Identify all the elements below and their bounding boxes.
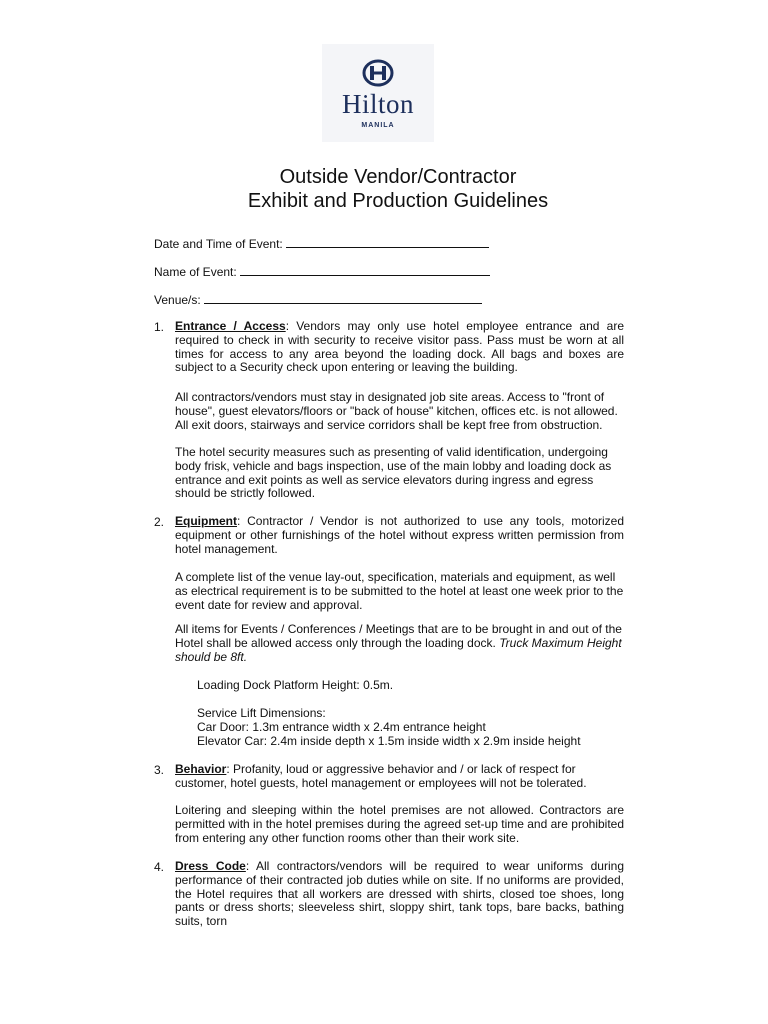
section-3-heading: Behavior [175, 762, 227, 776]
logo-wordmark: Hilton [341, 89, 414, 119]
venue-blank-line [204, 292, 482, 304]
venue-field [154, 292, 482, 308]
event-name-field [154, 264, 490, 280]
section-1-number: 1. [154, 320, 165, 334]
section-1-paragraph-3: The hotel security measures such as presenting of valid identification, undergoing body frisk, vehicle and bags inspection, use of the main lobby and loading dock as entrance and exit points as well as service elevators during ingress and egress should be strictly followed. [175, 445, 612, 501]
hilton-logo [322, 44, 434, 142]
section-2-p3-text: All items for Events / Conferences / Meetings that are to be brought in and out of the Hotel shall be allowed access only through the loading dock. [175, 622, 622, 650]
date-label: Date and Time of Event: [154, 237, 283, 251]
section-1-paragraph-1 [175, 320, 624, 375]
service-lift-title: Service Lift Dimensions: [197, 706, 326, 720]
section-3-number: 3. [154, 763, 165, 777]
service-lift-elevator-car: Elevator Car: 2.4m inside depth x 1.5m inside width x 2.9m inside height [197, 734, 581, 748]
section-3-text: : Profanity, loud or aggressive behavior and / or lack of respect for customer, hotel guests, hotel management or employees will not be tolerated. [175, 762, 587, 790]
section-4-text: : All contractors/vendors will be required to wear uniforms during performance of their contracted job duties while on site. If no uniforms are provided, the Hotel requires that all workers are dressed with shirts, closed toe shoes, long pants or dress shorts; sleeveless shirt, sloppy shirt, tank tops, bare backs, bathing suits, torn [175, 859, 624, 929]
section-4-number: 4. [154, 860, 165, 874]
section-3-paragraph-2: Loitering and sleeping within the hotel premises are not allowed. Contractors are permitted with in the hotel premises during the agreed set-up time and are prohibited from entering any other function rooms other than their work site. [175, 803, 624, 845]
hilton-h-emblem-icon [358, 58, 398, 88]
event-name-blank-line [240, 264, 490, 276]
date-field [154, 236, 489, 252]
document-title-line1: Outside Vendor/Contractor [279, 166, 517, 188]
venue-label: Venue/s: [154, 293, 201, 307]
date-blank-line [286, 236, 489, 248]
section-2-paragraph-1 [175, 515, 624, 556]
section-2-number: 2. [154, 515, 165, 529]
service-lift-car-door: Car Door: 1.3m entrance width x 2.4m entrance height [197, 720, 486, 734]
section-2-truck-height: Truck Maximum Height should be 8ft. [175, 635, 622, 664]
document-title-line2: Exhibit and Production Guidelines [247, 190, 549, 212]
section-3-paragraph-1 [175, 763, 624, 791]
section-2-heading: Equipment [175, 514, 237, 528]
section-2-paragraph-3 [175, 623, 624, 664]
section-2-paragraph-2: A complete list of the venue lay-out, specification, materials and equipment, as well as electrical requirement is to be submitted to the hotel at least one week prior to the event date for review and approval. [175, 570, 624, 612]
section-4-heading: Dress Code [175, 859, 246, 873]
section-2-text: : Contractor / Vendor is not authorized to use any tools, motorized equipment or other furnishings of the hotel without express written permission from hotel management. [175, 514, 624, 556]
section-1-paragraph-2: All contractors/vendors must stay in designated job site areas. Access to "front of house", guest elevators/floors or "back of house" kitchen, offices etc. is not allowed. All exit doors, stairways and service corridors shall be kept free from obstruction. [175, 390, 618, 432]
section-1-heading: Entrance / Access [175, 319, 286, 333]
loading-dock-height: Loading Dock Platform Height: 0.5m. [197, 678, 394, 692]
section-1-text: : Vendors may only use hotel employee entrance and are required to check in with security to receive visitor pass. Pass must be worn at all times for access to any area beyond the loading dock. All bags and boxes are subject to a Security check upon entering or leaving the building. [175, 319, 624, 375]
event-name-label: Name of Event: [154, 265, 237, 279]
logo-location: MANILA [361, 122, 395, 129]
section-4-paragraph-1 [175, 860, 624, 929]
